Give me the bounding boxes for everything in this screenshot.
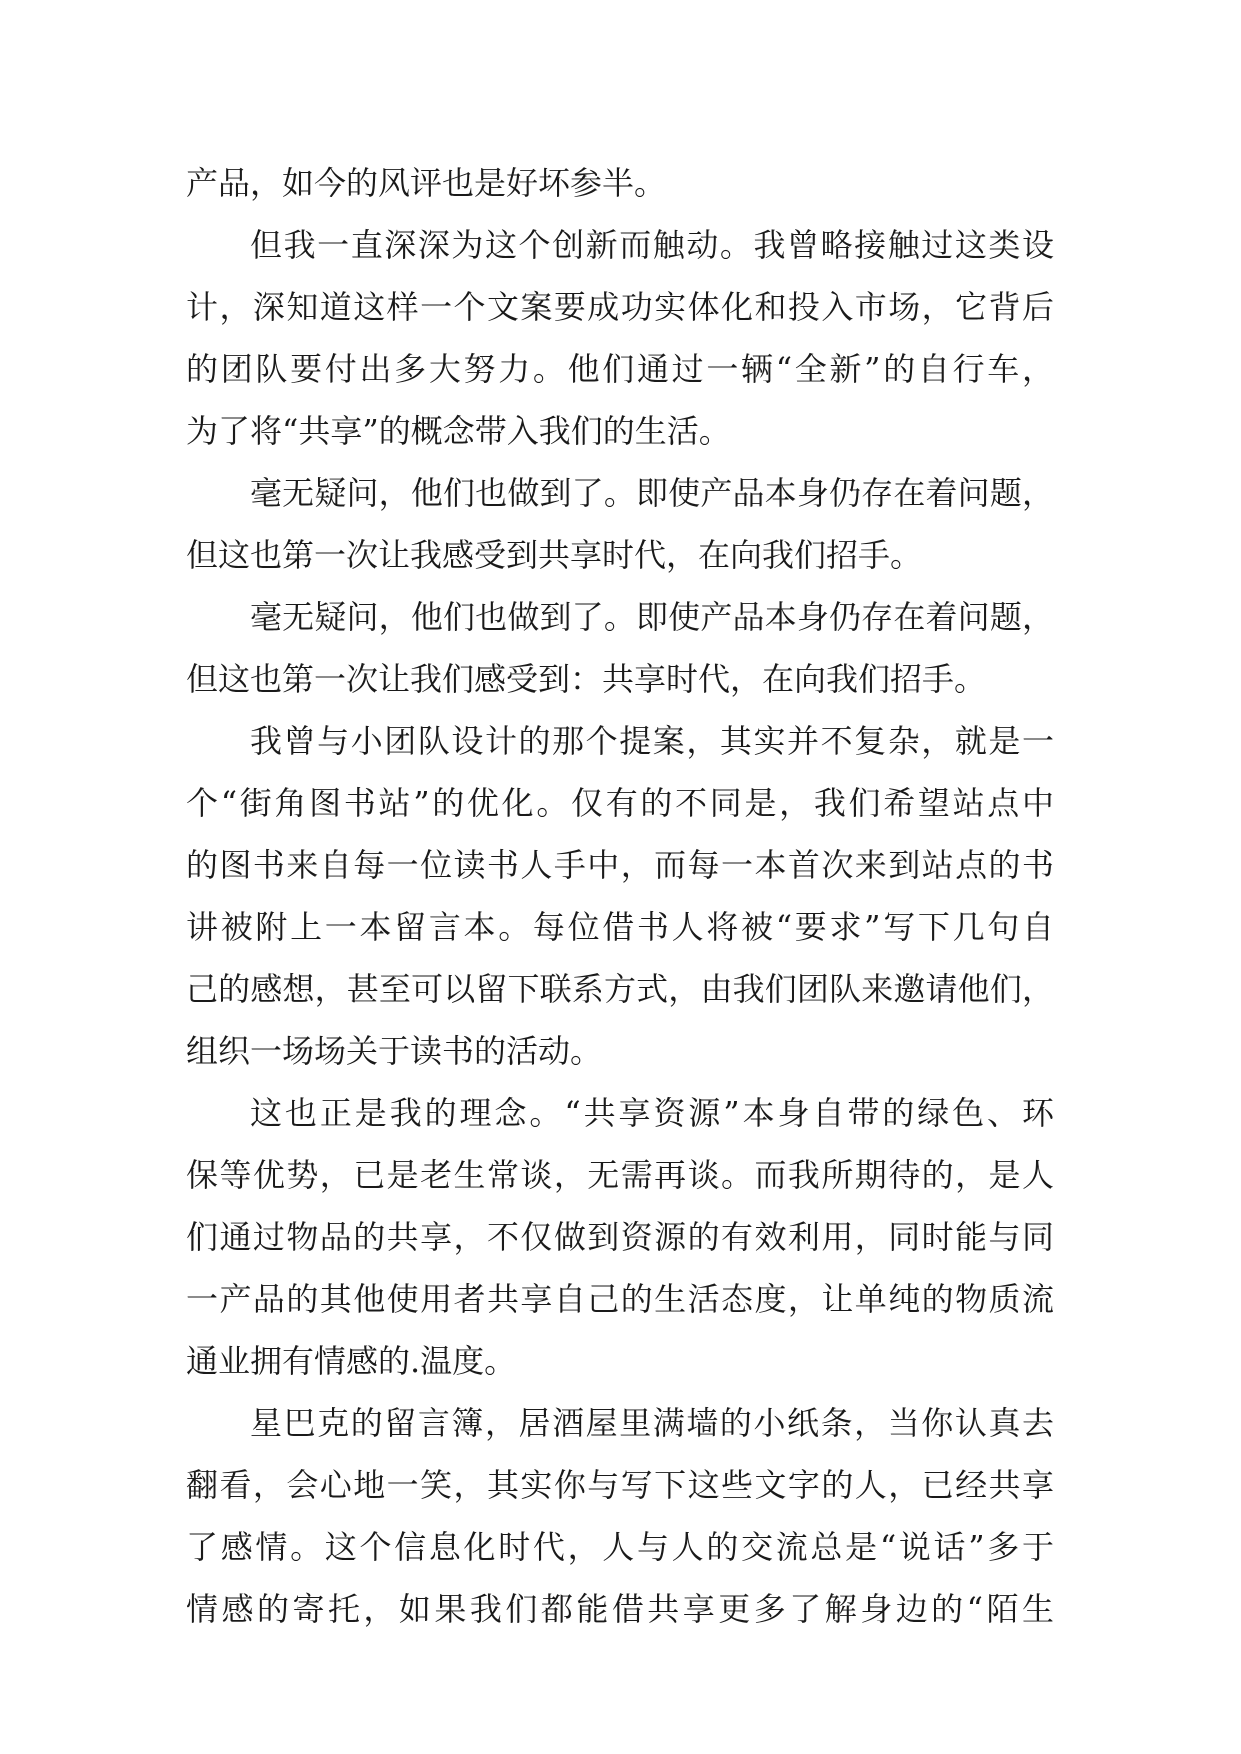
text-line: 毫无疑问，他们也做到了。即使产品本身仍存在着问题， — [250, 474, 1054, 512]
text-line: 己的感想，甚至可以留下联系方式，由我们团队来邀请他们， — [186, 970, 1054, 1008]
document-body — [186, 152, 1054, 1640]
text-line: 计，深知道这样一个文案要成功实体化和投入市场，它背后 — [186, 288, 1054, 326]
text-line: 保等优势，已是老生常谈，无需再谈。而我所期待的，是人 — [186, 1156, 1054, 1194]
text-line: 产品，如今的风评也是好坏参半。 — [186, 164, 667, 202]
text-line: 通业拥有情感的.温度。 — [186, 1342, 517, 1380]
text-line: 毫无疑问，他们也做到了。即使产品本身仍存在着问题， — [250, 598, 1054, 636]
text-line: 但我一直深深为这个创新而触动。我曾略接触过这类设 — [250, 226, 1054, 264]
text-line: 组织一场场关于读书的活动。 — [186, 1032, 603, 1070]
text-line: 一产品的其他使用者共享自己的生活态度，让单纯的物质流 — [186, 1280, 1054, 1318]
text-line: 但这也第一次让我感受到共享时代，在向我们招手。 — [186, 536, 923, 574]
text-line: 这也正是我的理念。“共享资源”本身自带的绿色、环 — [250, 1094, 1054, 1132]
text-line: 了感情。这个信息化时代，人与人的交流总是“说话”多于 — [186, 1528, 1054, 1566]
text-line: 情感的寄托，如果我们都能借共享更多了解身边的“陌生 — [186, 1590, 1054, 1628]
text-line: 们通过物品的共享，不仅做到资源的有效利用，同时能与同 — [186, 1218, 1054, 1256]
text-line: 为了将“共享”的概念带入我们的生活。 — [186, 412, 731, 450]
text-line: 翻看，会心地一笑，其实你与写下这些文字的人，已经共享 — [186, 1466, 1054, 1504]
text-line: 讲被附上一本留言本。每位借书人将被“要求”写下几句自 — [186, 908, 1054, 946]
text-line: 的图书来自每一位读书人手中，而每一本首次来到站点的书 — [186, 846, 1054, 884]
text-line: 星巴克的留言簿，居酒屋里满墙的小纸条，当你认真去 — [250, 1404, 1054, 1442]
text-line: 我曾与小团队设计的那个提案，其实并不复杂，就是一 — [250, 722, 1054, 760]
text-line: 个“街角图书站”的优化。仅有的不同是，我们希望站点中 — [186, 784, 1054, 822]
text-line: 的团队要付出多大努力。他们通过一辆“全新”的自行车， — [186, 350, 1054, 388]
text-line: 但这也第一次让我们感受到：共享时代，在向我们招手。 — [186, 660, 987, 698]
